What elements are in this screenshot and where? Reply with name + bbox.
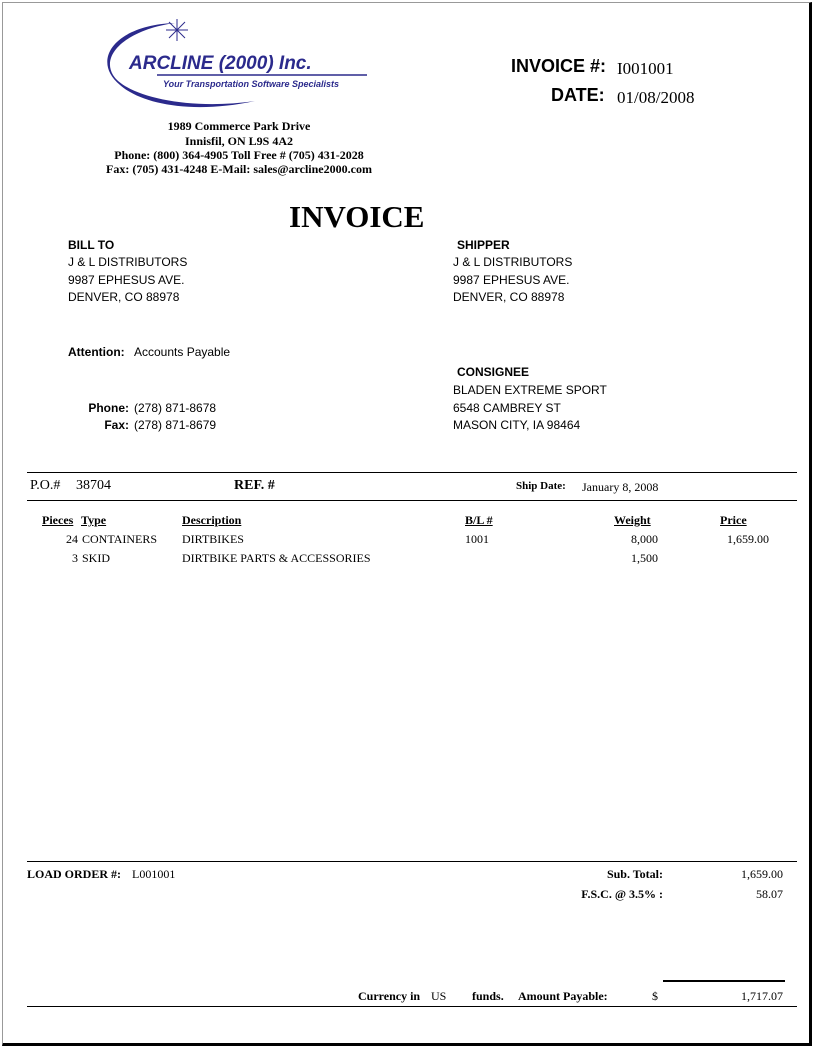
load-order-label: LOAD ORDER #: bbox=[27, 867, 122, 881]
amount-payable-value: 1,717.07 bbox=[741, 989, 783, 1003]
company-address-line1: 1989 Commerce Park Drive bbox=[167, 119, 311, 133]
page-title: INVOICE bbox=[289, 199, 425, 234]
row-type: CONTAINERS bbox=[82, 532, 158, 546]
consignee-name: BLADEN EXTREME SPORT bbox=[453, 383, 607, 397]
row-weight: 1,500 bbox=[631, 551, 658, 565]
bill-to-label: BILL TO bbox=[68, 238, 115, 252]
row-bl: 1001 bbox=[465, 532, 489, 546]
currency-value: US bbox=[431, 989, 447, 1003]
divider bbox=[27, 500, 797, 501]
row-pieces: 3 bbox=[72, 551, 78, 565]
amount-payable-label: Amount Payable: bbox=[518, 989, 608, 1003]
consignee-city: MASON CITY, IA 98464 bbox=[453, 418, 581, 432]
subtotal-value: 1,659.00 bbox=[741, 867, 783, 881]
bill-to-city: DENVER, CO 88978 bbox=[68, 290, 180, 304]
po-value: 38704 bbox=[76, 478, 111, 493]
po-label: P.O.# bbox=[30, 478, 61, 493]
col-pieces-header: Pieces bbox=[42, 513, 74, 527]
row-price: 1,659.00 bbox=[727, 532, 769, 546]
ref-label: REF. # bbox=[234, 478, 275, 493]
phone-value: (278) 871-8678 bbox=[134, 401, 217, 415]
col-price-header: Price bbox=[720, 513, 747, 527]
row-description: DIRTBIKES bbox=[182, 532, 244, 546]
attention-label: Attention: bbox=[68, 345, 125, 359]
currency-symbol: $ bbox=[652, 989, 658, 1003]
invoice-date: 01/08/2008 bbox=[617, 88, 695, 107]
col-weight-header: Weight bbox=[614, 513, 651, 527]
shipper-street: 9987 EPHESUS AVE. bbox=[453, 273, 570, 287]
row-weight: 8,000 bbox=[631, 532, 658, 546]
shipper-name: J & L DISTRIBUTORS bbox=[453, 255, 573, 269]
col-description-header: Description bbox=[182, 513, 242, 527]
star-icon bbox=[166, 19, 188, 41]
row-description: DIRTBIKE PARTS & ACCESSORIES bbox=[182, 551, 371, 565]
row-pieces: 24 bbox=[66, 532, 78, 546]
fax-label: Fax: bbox=[104, 418, 129, 432]
shipper-city: DENVER, CO 88978 bbox=[453, 290, 565, 304]
load-order-value: L001001 bbox=[132, 867, 176, 881]
attention-value: Accounts Payable bbox=[134, 345, 231, 359]
col-type-header: Type bbox=[81, 513, 107, 527]
logo-tagline: Your Transportation Software Specialists bbox=[163, 79, 340, 89]
fsc-value: 58.07 bbox=[756, 887, 783, 901]
ship-date-label: Ship Date: bbox=[516, 480, 566, 492]
bill-to-name: J & L DISTRIBUTORS bbox=[68, 255, 188, 269]
fsc-label: F.S.C. @ 3.5% : bbox=[581, 887, 663, 901]
logo-text: ARCLINE (2000) Inc. bbox=[129, 53, 312, 74]
total-rule bbox=[663, 980, 785, 982]
shipper-label: SHIPPER bbox=[457, 238, 510, 252]
col-bl-header: B/L # bbox=[465, 513, 493, 527]
subtotal-label: Sub. Total: bbox=[606, 867, 663, 881]
divider bbox=[27, 1006, 797, 1007]
company-logo bbox=[95, 15, 375, 115]
ship-date-value: January 8, 2008 bbox=[582, 480, 659, 494]
funds-label: funds. bbox=[472, 989, 504, 1003]
invoice-page bbox=[2, 2, 812, 1046]
logo-graphic bbox=[95, 15, 375, 115]
invoice-number: I001001 bbox=[617, 59, 674, 78]
row-type: SKID bbox=[82, 551, 111, 565]
company-fax-email: Fax: (705) 431-4248 E-Mail: sales@arcline2000.com bbox=[106, 162, 372, 176]
invoice-number-label: INVOICE #: bbox=[511, 56, 607, 76]
divider bbox=[27, 861, 797, 862]
date-label: DATE: bbox=[551, 85, 605, 105]
consignee-label: CONSIGNEE bbox=[457, 365, 530, 379]
company-phone: Phone: (800) 364-4905 Toll Free # (705) 431-2028 bbox=[114, 148, 364, 162]
fax-value: (278) 871-8679 bbox=[134, 418, 217, 432]
currency-label: Currency in bbox=[358, 989, 421, 1003]
company-address-line2: Innisfil, ON L9S 4A2 bbox=[184, 134, 294, 148]
bill-to-street: 9987 EPHESUS AVE. bbox=[68, 273, 185, 287]
consignee-street: 6548 CAMBREY ST bbox=[453, 401, 561, 415]
divider bbox=[27, 472, 797, 473]
phone-label: Phone: bbox=[88, 401, 129, 415]
